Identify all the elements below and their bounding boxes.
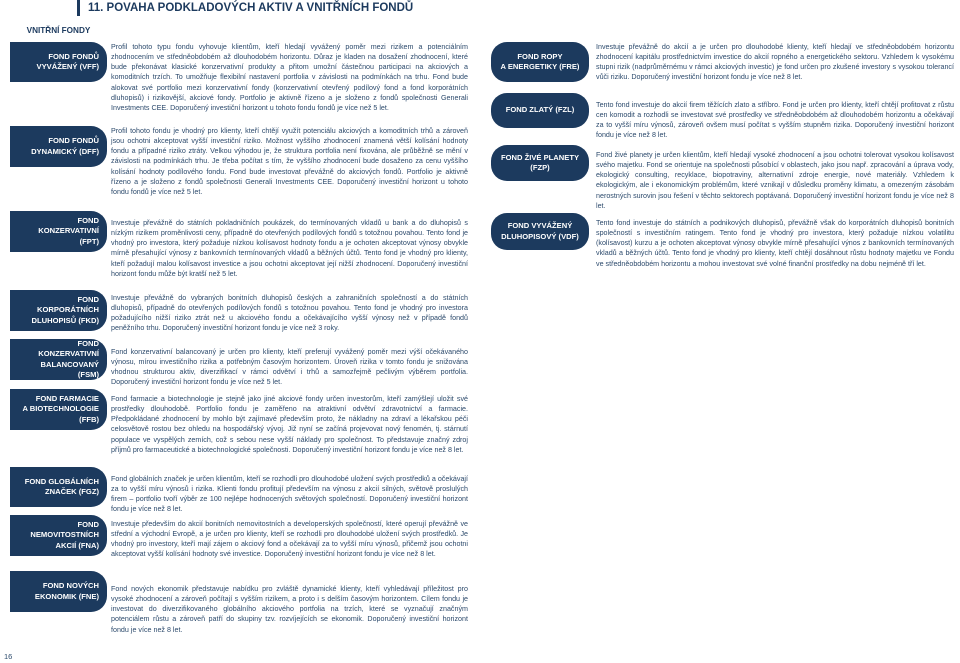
title-accent-bar [77,0,80,16]
fund-label-line: FOND [77,294,99,304]
fund-description-fsm: Fond konzervativní balancovaný je určen pro klienty, kteří preferují vyvážený poměr mezi výší očekávaného výnosu, mírou investičního rizika a potřebným časovým horizontem. Úroveň rizika v tomto fondu je snižována vhodnou strukturou aktiv, diverzifikací v rámci odvětví i trhů a samozřejmě pečlivým výběrem portfolia. Doporučený investiční horizont fondu je více než 5 let. [111,348,468,387]
fund-label-line: FOND FONDŮ [48,51,99,61]
fund-label-line: DLUHOPISŮ (FKD) [31,315,99,325]
fund-description-fre: Investuje převážně do akcií a je určen pro dlouhodobé klienty, kteří hledají ve středněobdobém horizontu zhodnocení kapitálu prostřednictvím investice do akcií ropného a energetického sektoru. Vzhledem k vysokému stupni rizik (nadprůměrnému v rámci akciových investic) je fond určen pro zkušené investory s vysokou tolerancí vůči riziku. Doporučený investiční horizont fondu je více než 8 let. [596,43,954,82]
fund-label-fzl [491,93,589,128]
fund-label-line: FOND FARMACIE [35,393,99,403]
fund-label-fsm [10,339,107,380]
fund-description-vdf: Tento fond investuje do státních a podnikových dluhopisů, převážně však do korporátních dluhopisů bonitních společností s investičním ratingem. Tento fond je vhodný pro investora, který požaduje nízkou volatilitu (kolísavost) kurzu a je ochoten akceptovat výnosy obvykle mírně přesahující výnos z bankovních termínovaných vkladů a běžných účtů. Tento fond je vhodný pro klienty, kteří chtějí dosáhnout růstu hodnoty majetku ve Fondu ve středněobdobém horizontu a mohou investovat své volné finanční prostředky na dobu nejméně tří let. [596,219,954,268]
fund-label-line: DYNAMICKÝ (DFF) [31,146,99,156]
fund-description-fkd: Investuje převážně do vybraných bonitních dluhopisů českých a zahraničních společností a do státních dluhopisů, případně do otevřených podílových fondů s totožnou povahou. Tento fond je vhodný pro investora požadujícího nižší riziko ztrát než u akciového fondu a očekávajícího vyšší výnosy než v případě fondů peněžního trhu. Doporučený investiční horizont fondu je více než 3 roky. [111,294,468,333]
fund-label-fna [10,515,107,556]
fund-label-line: (FZP) [530,163,550,172]
fund-label-dff [10,126,107,167]
fund-label-line: FOND FONDŮ [48,136,99,145]
fund-label-line: FOND [77,519,99,529]
fund-label-line: FOND ROPY [517,51,563,61]
fund-description-fpt: Investuje převážně do státních pokladničních poukázek, do termínovaných vkladů u bank a do dluhopisů s nízkým rizikem proměnlivosti ceny, případně do otevřených podílových fondů s totožnou povahou. Tento fond je vhodný pro investora, který požaduje nízkou kolísavost hodnoty fondu a je ochoten akceptovat výnosy obvykle mírně přesahující výnosy z bankovních termínovaných vkladů a běžných účtů. Tento fond je vhodný pro klienty, kteří požadují malou kolísavost investice a jsou ochotni akceptovat její nižší zhodnocení. Doporučený investiční horizont fondu může být kratší než 5 let. [111,219,468,278]
fund-description-fgz: Fond globálních značek je určen klientům, kteří se rozhodli pro dlouhodobé uložení svých prostředků a očekávají za to vyšší míru výnosů i rizika. Klienti fondu profitují především na výnosu z akcií silných, světově proslulých firem – portfolio tvoří výběr ze 100 nejlépe hodnocených světových společností. Doporučený investiční horizont fondu je více než 8 let. [111,475,468,514]
fund-label-fzp [491,145,589,181]
fund-label-line: FOND GLOBÁLNÍCH [24,476,99,486]
fund-description-fne: Fond nových ekonomik představuje nabídku pro zvláště dynamické klienty, kteří vyhledávají příležitost pro vysoké zhodnocení a zároveň počítají s vyšším rizikem, a proto i s delším časovým horizontem. Cílem fondu je investovat do diverzifikovaného globálního akciového portfolia na trzích, které se vyznačují značným potenciálem růstu a zároveň patří do skupiny tzv. rozvíjejících se ekonomik. Doporučený investiční horizont fondu je více než 8 let. [111,585,468,634]
fund-label-line: FOND [77,338,99,348]
fund-label-line: BALANCOVANÝ (FSM) [40,359,99,379]
fund-label-line: DLUHOPISOVÝ (VDF) [501,231,579,241]
fund-label-line: NEMOVITOSTNÍCH [30,530,99,540]
page-title: 11. POVAHA PODKLADOVÝCH AKTIV A VNITŘNÍCH FONDŮ [88,2,414,14]
fund-label-fpt [10,211,107,252]
fund-label-line: FOND ZLATÝ (FZL) [505,105,575,115]
fund-description-fzl: Tento fond investuje do akcií firem těžících zlato a stříbro. Fond je určen pro klienty, kteří chtějí profitovat z růstu cen komodit a rozhodli se investovat své prostředky ve středněobdobém až dlouhodobém horizontu a očekávají za to vyšší míru výnosů, zároveň ovšem musí počítat s vyšším stupněm rizika. Doporučený investiční horizont fondu je více než 8 let. [596,101,954,140]
fund-label-line: FOND NOVÝCH [42,581,99,590]
fund-label-fre [491,42,589,82]
fund-label-line: FOND [77,215,99,225]
page-number: 16 [4,652,13,661]
fund-label-fgz [10,467,107,507]
fund-label-line: FOND ŽIVÉ PLANETY [500,152,580,162]
fund-label-line: FOND VYVÁŽENÝ [507,221,573,230]
fund-label-fne [10,571,107,612]
fund-label-line: A ENERGETIKY (FRE) [500,62,580,71]
fund-label-line: ZNAČEK (FGZ) [45,487,99,496]
fund-description-dff: Profil tohoto fondu je vhodný pro klienty, kteří chtějí využít potenciálu akciových a komoditních trhů a zároveň jsou ochotni akceptovat vyšší investiční riziko. Možnost vyššího zhodnocení znamená větší kolísání hodnoty fondu a případné riziko ztráty. Velkou výhodou je, že struktura portfolia není fixována, ale průběžně se mění v závislosti na podmínkách trhu. Je třeba počítat s tím, že vyššího zhodnocení bude dosaženo za cenu vyššího kolísání hodnoty podílového fondu. Fond bude investovat převážně do akciových fondů. Portfolio je aktivně řízeno a je složeno z fondů společnosti Generali Investments CEE. Doporučený investiční horizont u tohoto fondu fondů je více než 5 let. [111,127,468,196]
fund-label-line: AKCIÍ (FNA) [55,540,99,550]
fund-label-line: KONZERVATIVNÍ (FPT) [38,226,99,246]
fund-label-line: A BIOTECHNOLOGIE [22,404,99,414]
fund-description-fzp: Fond živé planety je určen klientům, kteří hledají vysoké zhodnocení a jsou ochotni tolerovat vysokou kolísavost svého majetku. Fond se orientuje na společnosti působící v oblastech, jako jsou např. zpracování a úprava vody, ekologický consulting, recyklace, biopotraviny, alternativní zdroje energie, nové materiály. Vzhledem k ekologickým, ale i ekonomickým problémům, které vznikají v důsledku proměny klimatu, a omezeným zásobám nerostných surovin jsou řešení v těchto sektorech poptávaná. Doporučený investiční horizont fondu je více než 8 let. [596,151,954,210]
fund-label-line: VYVÁŽENÝ (VFF) [36,62,99,71]
column-heading: VNITŘNÍ FONDY [26,26,91,35]
fund-label-vdf [491,213,589,250]
fund-label-ffb [10,389,107,430]
fund-label-fkd [10,290,107,331]
fund-label-vff [10,42,107,82]
fund-label-line: KONZERVATIVNÍ [38,349,99,358]
fund-label-line: KORPORÁTNÍCH [36,305,99,315]
fund-label-line: (FFB) [79,414,99,424]
fund-description-vff: Profil tohoto typu fondu vyhovuje klientům, kteří hledají vyvážený poměr mezi rizikem a potenciálním zhodnocením ve středněobdobém až dlouhodobém horizontu. Důraz je kladen na dosažení zhodnocení, které bude překonávat klasické konzervativní produkty a přitom umožní částečnou participaci na akciových a komoditních trzích. To umožňuje flexibilní nastavení portfolia v závislosti na podmínkách na trhu. Fond bude alokovat své portfolio mezi konzervativní fondy (konzervativní otevřený podílový fond a fond korporátních dluhopisů) i rizikovější, akciové fondy. Portfolio je aktivně řízeno a je složeno z fondů společnosti Generali Investments CEE. Doporučený investiční horizont u tohoto fondu fondů je více než 5 let. [111,43,468,112]
fund-label-line: EKONOMIK (FNE) [34,591,99,601]
fund-description-fna: Investuje především do akcií bonitních nemovitostních a developerských společností, které operují převážně ve střední a východní Evropě, a je určen pro klienty, kteří se rozhodli pro dlouhodobé uložení svých prostředků. Je vhodný pro investory, kteří mají zájem o akciový fond a očekávají za to vyšší míru výnosů, přičemž jsou ochotni akceptovat vyšší kolísání hodnoty své investice. Doporučený investiční horizont fondu je více než 8 let. [111,520,468,559]
fund-description-ffb: Fond farmacie a biotechnologie je stejně jako jiné akciové fondy určen investorům, kteří zamýšlejí uložit své prostředky dlouhodobě. Portfolio fondu je zaměřeno na atraktivní odvětví zdravotnictví a farmacie. Předpokládané zhodnocení by mohlo být zajímavé především proto, že nákladny na zdraví a lékařskou péči celosvětově rostou bez ohledu na hospodářský vývoj. Již nyní se začíná projevovat nový fenomén, tj. stárnutí populace ve vyspělých zemích, což s sebou nese vyšší náklady pro společnost. To představuje značný zdroj příjmů pro farmaceutické a biotechnologické společnosti. Doporučený investiční horizont fondu je více než 8 let. [111,395,468,454]
